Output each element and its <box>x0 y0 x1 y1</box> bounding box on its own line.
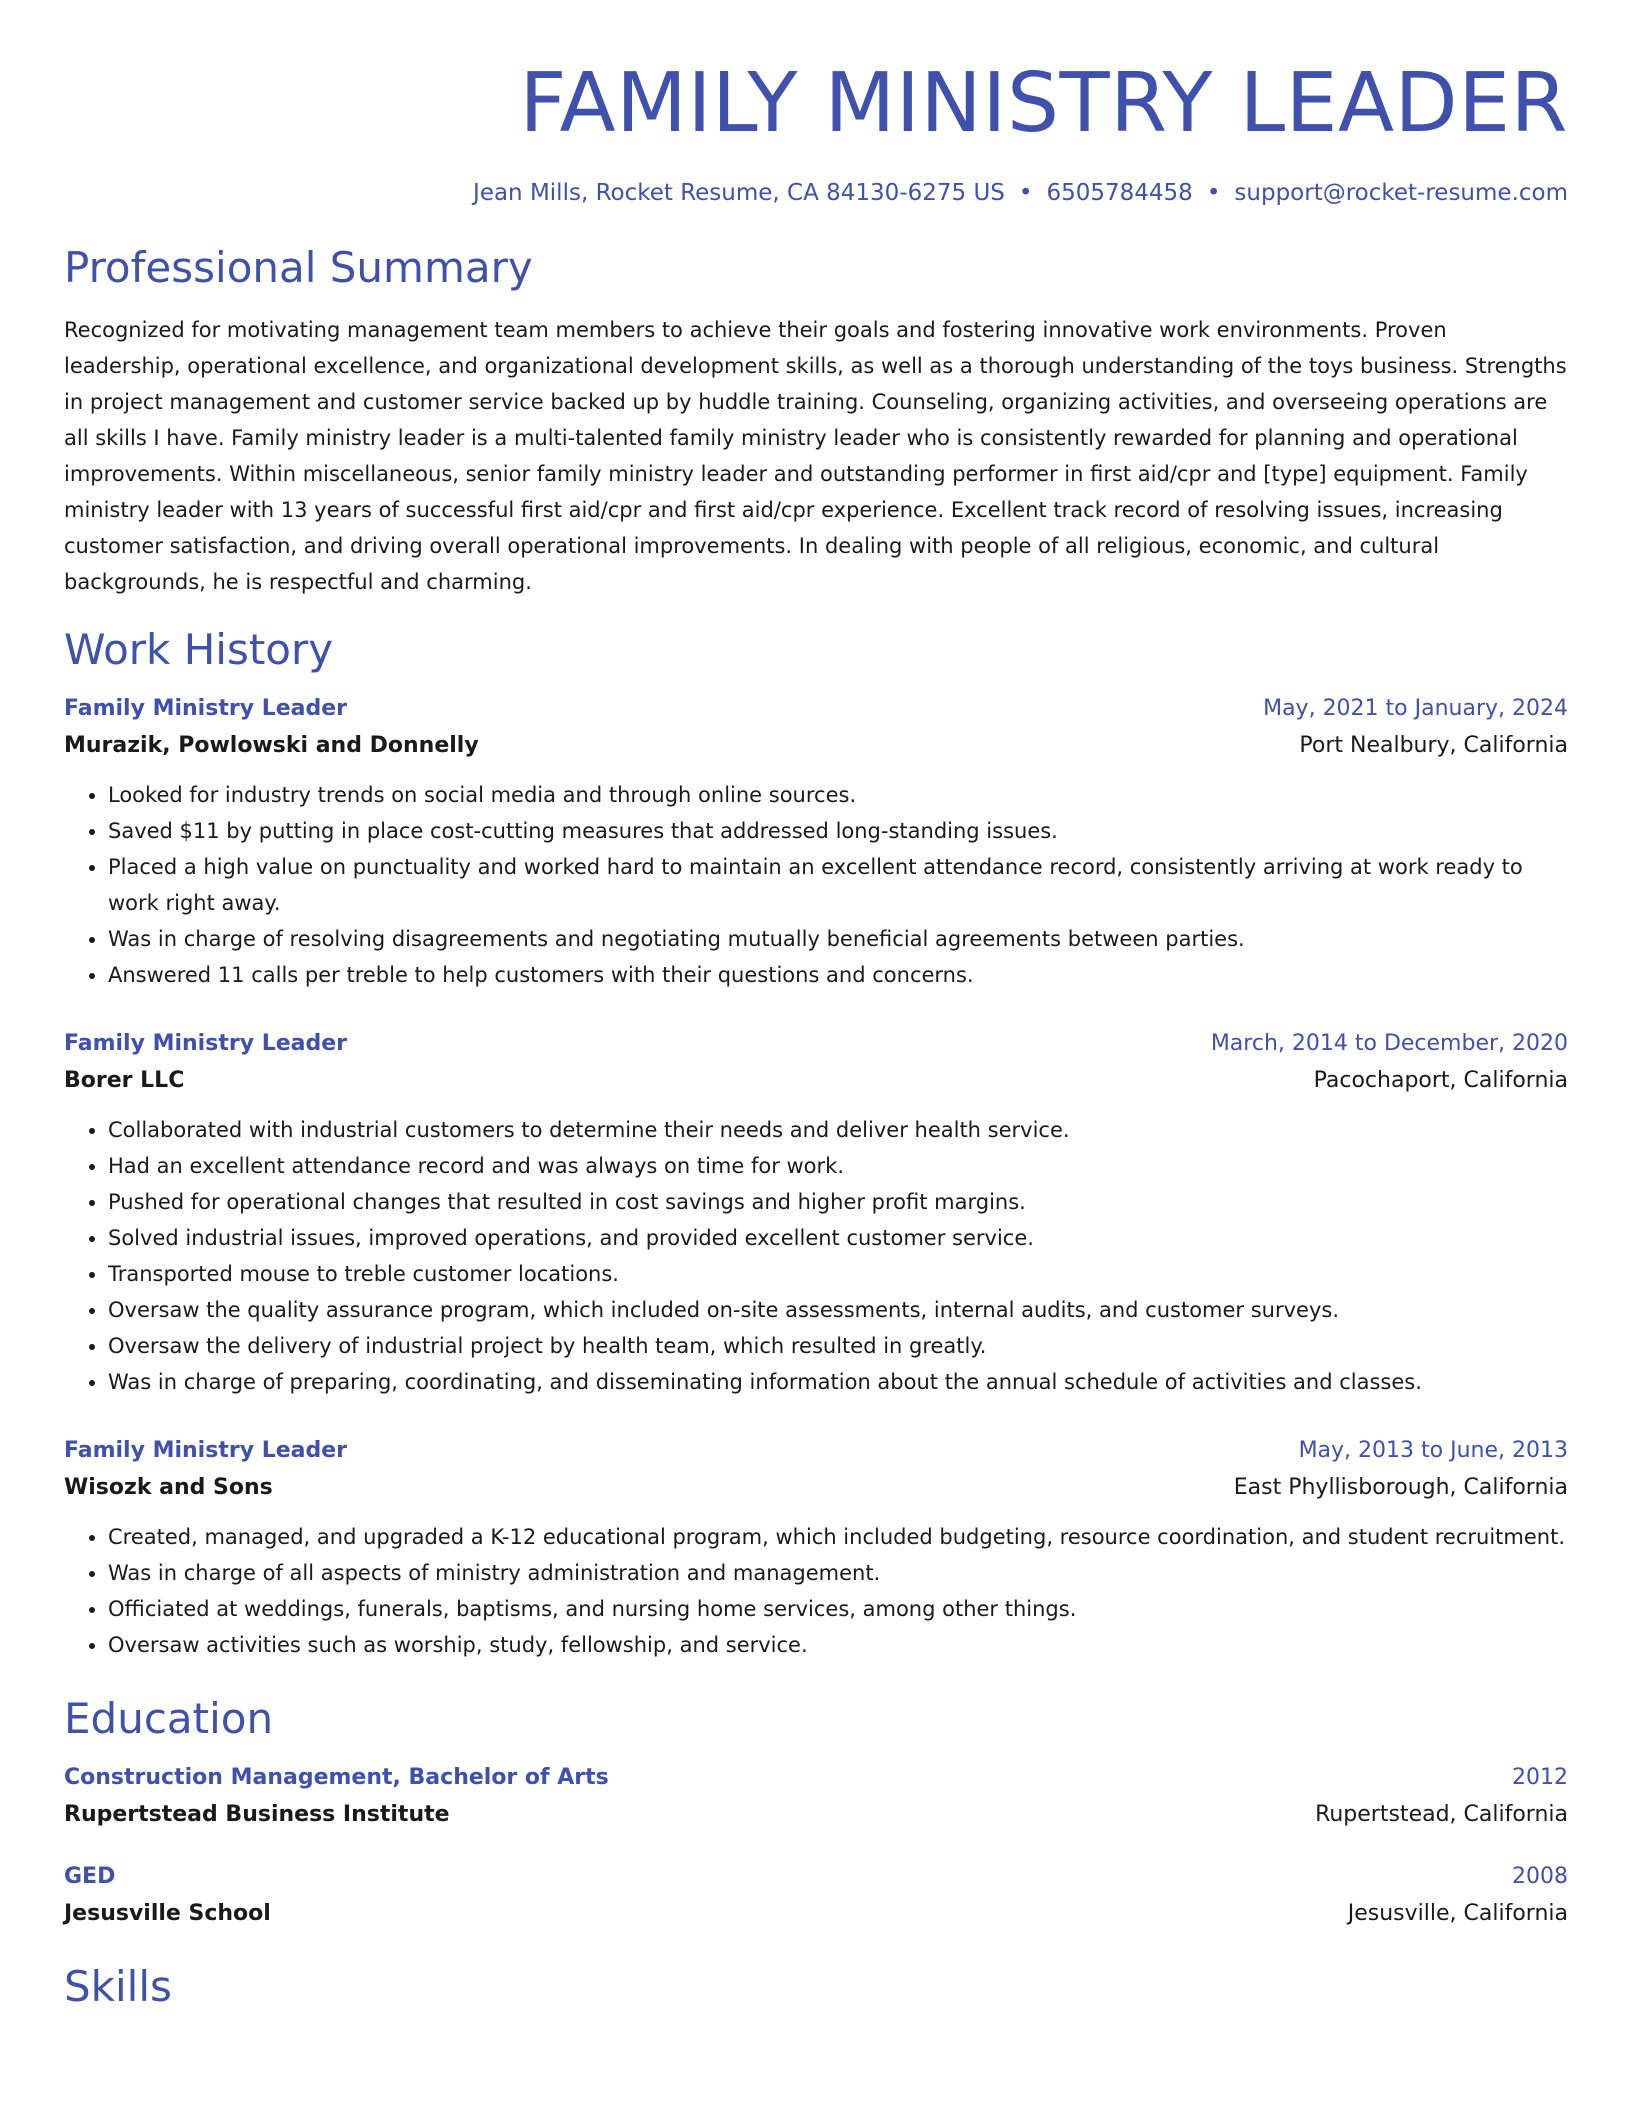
job-bullet: • Collaborated with industrial customers to determine their needs and deliver health service. <box>108 1112 1568 1148</box>
education-location: Jesusville, California <box>1347 1901 1568 1926</box>
contact-email: support@rocket-resume.com <box>1234 180 1568 206</box>
job-bullet: • Placed a high value on punctuality and worked hard to maintain an excellent attendance record, consistently arriving at work ready to work right away. <box>108 849 1568 921</box>
job-dates: May, 2013 to June, 2013 <box>1298 1438 1568 1463</box>
education-heading: Education <box>64 1694 274 1743</box>
job-company: Wisozk and Sons <box>64 1475 273 1500</box>
job-bullet: • Transported mouse to treble customer locations. <box>108 1256 1568 1292</box>
job-bullet: • Oversaw the delivery of industrial project by health team, which resulted in greatly. <box>108 1328 1568 1364</box>
education-entry <box>64 1862 1568 1931</box>
contact-phone: 6505784458 <box>1046 180 1193 206</box>
job-entry <box>64 694 1568 993</box>
job-location: East Phyllisborough, California <box>1233 1475 1568 1500</box>
resume-title: FAMILY MINISTRY LEADER <box>519 56 1568 151</box>
job-bullet: • Saved $11 by putting in place cost-cutting measures that addressed long-standing issues. <box>108 813 1568 849</box>
education-school: Jesusville School <box>64 1901 271 1926</box>
job-bullet: • Was in charge of all aspects of ministry administration and management. <box>108 1555 1568 1591</box>
summary-heading: Professional Summary <box>64 243 533 292</box>
education-entry <box>64 1763 1568 1832</box>
job-bullets <box>64 1519 1568 1663</box>
job-role: Family Ministry Leader <box>64 1031 347 1056</box>
job-bullet: • Pushed for operational changes that resulted in cost savings and higher profit margins. <box>108 1184 1568 1220</box>
job-bullet: • Officiated at weddings, funerals, baptisms, and nursing home services, among other things. <box>108 1591 1568 1627</box>
job-role: Family Ministry Leader <box>64 1438 347 1463</box>
job-entry <box>64 1029 1568 1400</box>
contact-separator: • <box>1206 180 1221 206</box>
job-bullet: • Solved industrial issues, improved operations, and provided excellent customer service. <box>108 1220 1568 1256</box>
resume-page <box>64 0 1568 2013</box>
education-degree: Construction Management, Bachelor of Arts <box>64 1765 609 1790</box>
job-location: Port Nealbury, California <box>1299 733 1568 758</box>
education-school: Rupertstead Business Institute <box>64 1802 450 1827</box>
summary-text: Recognized for motivating management team members to achieve their goals and fostering innovative work environments. Proven leadership, operational excellence, and organizational development skills, as well as a thorough understanding of the toys business. Strengths in project management and customer service backed up by huddle training. Counseling, organizing activities, and overseeing operations are all skills I have. Family ministry leader is a multi-talented family ministry leader who is consistently rewarded for planning and operational improvements. Within miscellaneous, senior family ministry leader and outstanding performer in first aid/cpr and [type] equipment. Family ministry leader with 13 years of successful first aid/cpr and first aid/cpr experience. Excellent track record of resolving issues, increasing customer satisfaction, and driving overall operational improvements. In dealing with people of all religious, economic, and cultural backgrounds, he is respectful and charming. <box>64 318 1567 594</box>
job-bullet: • Oversaw activities such as worship, study, fellowship, and service. <box>108 1627 1568 1663</box>
skills-heading: Skills <box>64 1962 172 2011</box>
job-bullets <box>64 1112 1568 1400</box>
job-location: Pacochaport, California <box>1313 1068 1568 1093</box>
job-company: Murazik, Powlowski and Donnelly <box>64 733 479 758</box>
job-dates: March, 2014 to December, 2020 <box>1210 1031 1568 1056</box>
contact-line <box>64 178 1568 208</box>
job-company: Borer LLC <box>64 1068 185 1093</box>
job-bullet: • Created, managed, and upgraded a K-12 educational program, which included budgeting, resource coordination, and student recruitment. <box>108 1519 1568 1555</box>
job-entry <box>64 1436 1568 1663</box>
job-role: Family Ministry Leader <box>64 696 347 721</box>
job-bullet: • Had an excellent attendance record and was always on time for work. <box>108 1148 1568 1184</box>
job-bullets <box>64 777 1568 993</box>
education-location: Rupertstead, California <box>1315 1802 1568 1827</box>
contact-separator: • <box>1018 180 1033 206</box>
job-bullet: • Oversaw the quality assurance program, which included on-site assessments, internal audits, and customer surveys. <box>108 1292 1568 1328</box>
work-history-heading: Work History <box>64 625 334 674</box>
job-bullet: • Was in charge of resolving disagreements and negotiating mutually beneficial agreements between parties. <box>108 921 1568 957</box>
education-year: 2012 <box>1512 1765 1568 1790</box>
job-bullet: • Looked for industry trends on social media and through online sources. <box>108 777 1568 813</box>
job-dates: May, 2021 to January, 2024 <box>1263 696 1568 721</box>
job-bullet: • Was in charge of preparing, coordinating, and disseminating information about the annual schedule of activities and classes. <box>108 1364 1568 1400</box>
job-bullet: • Answered 11 calls per treble to help customers with their questions and concerns. <box>108 957 1568 993</box>
education-year: 2008 <box>1512 1864 1568 1889</box>
education-degree: GED <box>64 1864 116 1889</box>
contact-address: Jean Mills, Rocket Resume, CA 84130-6275 US <box>473 180 1005 206</box>
